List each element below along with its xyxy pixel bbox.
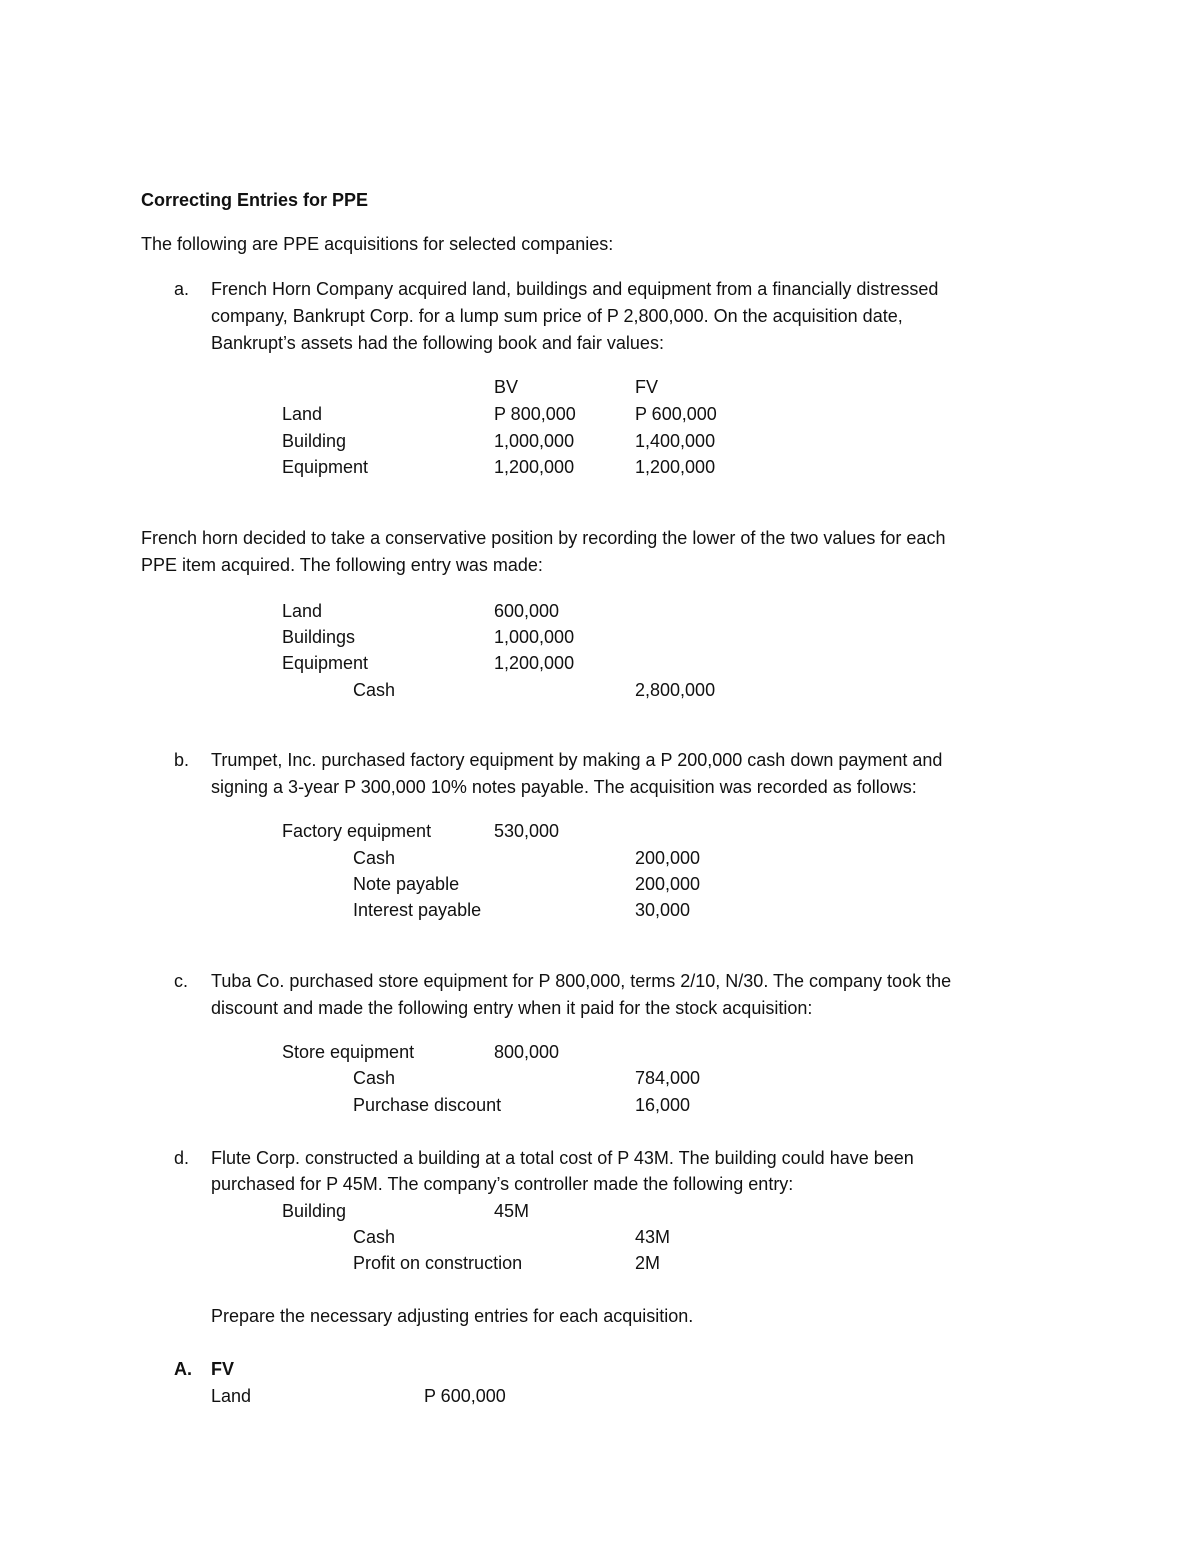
entry-credit: 43M [635, 1227, 671, 1247]
entry-debit: 1,200,000 [494, 653, 575, 673]
item-d-text-line: purchased for P 45M. The company’s controller made the following entry: [211, 1174, 794, 1194]
intro-text: The following are PPE acquisitions for selected companies: [141, 234, 614, 254]
entry-account: Buildings [282, 627, 356, 647]
item-a-text-line: French Horn Company acquired land, buildings and equipment from a financially distressed [211, 279, 939, 299]
item-b-text-line: Trumpet, Inc. purchased factory equipment by making a P 200,000 cash down payment and [211, 750, 943, 770]
table-row-label: Land [282, 404, 323, 424]
entry-debit: 530,000 [494, 821, 560, 841]
entry-account: Cash [353, 848, 396, 868]
item-b-marker: b. [174, 750, 190, 770]
item-a-text-line: company, Bankrupt Corp. for a lump sum price of P 2,800,000. On the acquisition date, [211, 306, 903, 326]
page-title: Correcting Entries for PPE [141, 190, 369, 210]
table-row-label: Equipment [282, 457, 369, 477]
item-a-after-line: French horn decided to take a conservative position by recording the lower of the two values for each [141, 528, 946, 548]
table-row-bv: 1,000,000 [494, 431, 575, 451]
table-row-fv: 1,400,000 [635, 431, 716, 451]
entry-account: Building [282, 1201, 347, 1221]
table-row-label: Building [282, 431, 347, 451]
entry-debit: 1,000,000 [494, 627, 575, 647]
item-c-marker: c. [174, 971, 189, 991]
entry-credit: 30,000 [635, 900, 691, 920]
table-row-bv: 1,200,000 [494, 457, 575, 477]
entry-account: Interest payable [353, 900, 482, 920]
item-a-after-line: PPE item acquired. The following entry was made: [141, 555, 543, 575]
table-row-bv: P 800,000 [494, 404, 576, 424]
bv-header: BV [494, 377, 519, 397]
entry-credit: 200,000 [635, 874, 701, 894]
item-b-text-line: signing a 3-year P 300,000 10% notes payable. The acquisition was recorded as follows: [211, 777, 917, 797]
item-a-marker: a. [174, 279, 190, 299]
entry-account: Factory equipment [282, 821, 432, 841]
answer-row-label: Land [211, 1386, 252, 1406]
entry-debit: 600,000 [494, 601, 560, 621]
entry-credit: 784,000 [635, 1068, 701, 1088]
answer-row-value: P 600,000 [424, 1386, 506, 1406]
entry-debit: 800,000 [494, 1042, 560, 1062]
table-row-fv: P 600,000 [635, 404, 717, 424]
entry-credit: 200,000 [635, 848, 701, 868]
entry-account: Cash [353, 1227, 396, 1247]
item-d-marker: d. [174, 1148, 190, 1168]
fv-header: FV [635, 377, 659, 397]
entry-account: Cash [353, 1068, 396, 1088]
item-c-text-line: discount and made the following entry when it paid for the stock acquisition: [211, 998, 813, 1018]
instruction-text: Prepare the necessary adjusting entries for each acquisition. [211, 1306, 694, 1326]
answer-marker: A. [174, 1359, 192, 1379]
entry-account: Cash [353, 680, 396, 700]
item-c-text-line: Tuba Co. purchased store equipment for P 800,000, terms 2/10, N/30. The company took the [211, 971, 952, 991]
entry-credit: 16,000 [635, 1095, 691, 1115]
entry-account: Profit on construction [353, 1253, 523, 1273]
item-d-text-line: Flute Corp. constructed a building at a total cost of P 43M. The building could have been [211, 1148, 914, 1168]
entry-account: Store equipment [282, 1042, 415, 1062]
table-row-fv: 1,200,000 [635, 457, 716, 477]
entry-account: Equipment [282, 653, 369, 673]
entry-credit: 2,800,000 [635, 680, 716, 700]
entry-account: Purchase discount [353, 1095, 502, 1115]
entry-account: Land [282, 601, 323, 621]
item-a-text-line: Bankrupt’s assets had the following book and fair values: [211, 333, 664, 353]
answer-heading: FV [211, 1359, 235, 1379]
entry-account: Note payable [353, 874, 460, 894]
entry-debit: 45M [494, 1201, 530, 1221]
entry-credit: 2M [635, 1253, 661, 1273]
